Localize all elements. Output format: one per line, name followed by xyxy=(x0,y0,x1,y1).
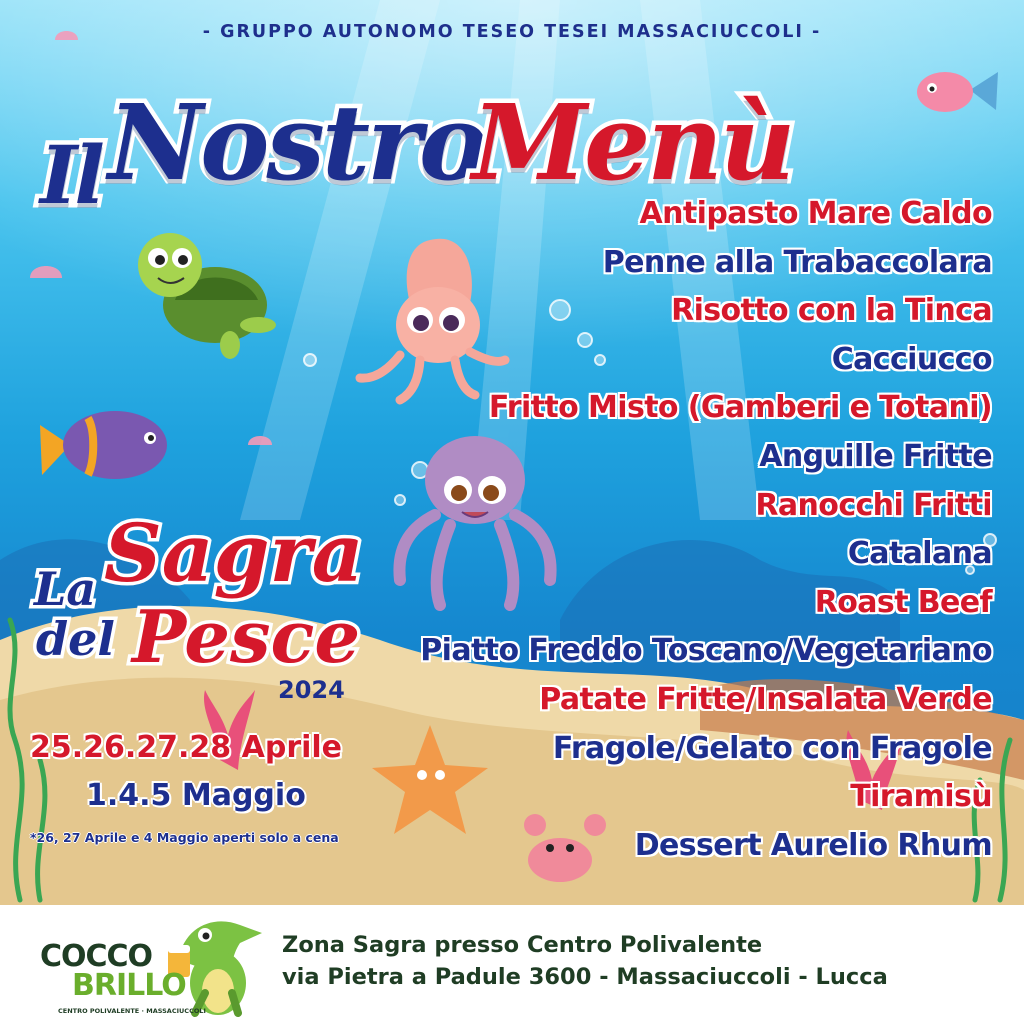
title-menu: Menù xyxy=(472,81,793,204)
tropical-fish-icon xyxy=(40,411,167,479)
menu-item: Penne alla Trabaccolara xyxy=(602,244,992,280)
menu-item: Piatto Freddo Toscano/Vegetariano xyxy=(420,633,992,669)
venue-address: via Pietra a Padule 3600 - Massaciuccoli - Lucca xyxy=(282,964,888,990)
event-title-pesce: Pesce xyxy=(132,594,361,679)
menu-item: Risotto con la Tinca xyxy=(671,293,992,329)
pink-fish-icon xyxy=(917,72,998,112)
logo-caption: CENTRO POLIVALENTE · MASSACIUCCOLI xyxy=(58,1007,206,1015)
event-title-del: del xyxy=(36,612,115,666)
menu-item: Patate Fritte/Insalata Verde xyxy=(539,681,992,717)
event-title-la: La xyxy=(34,562,97,616)
event-year: 2024 xyxy=(278,676,345,704)
event-title-sagra: Sagra xyxy=(104,506,364,600)
menu-item: Ranocchi Fritti xyxy=(755,487,992,523)
dates-may: 1.4.5 Maggio xyxy=(86,778,306,813)
logo-word-cocco: COCCO xyxy=(40,939,153,974)
menu-item: Tiramisù xyxy=(850,779,992,815)
menu-item: Antipasto Mare Caldo xyxy=(639,196,992,231)
menu-item: Fritto Misto (Gamberi e Totani) xyxy=(488,390,992,426)
organizer-name: - GRUPPO AUTONOMO TESEO TESEI MASSACIUCCOLI - xyxy=(202,22,822,42)
dates-note: *26, 27 Aprile e 4 Maggio aperti solo a cena xyxy=(30,830,339,845)
dates-april: 25.26.27.28 Aprile xyxy=(30,730,343,765)
menu-item: Fragole/Gelato con Fragole xyxy=(552,730,992,766)
menu-item: Dessert Aurelio Rhum xyxy=(634,827,992,863)
logo-word-brillo: BRILLO xyxy=(72,968,186,1003)
venue-name: Zona Sagra presso Centro Polivalente xyxy=(282,932,763,958)
menu-item: Anguille Fritte xyxy=(759,438,992,474)
menu-item: Catalana xyxy=(847,536,992,572)
menu-list xyxy=(292,190,992,870)
title-nostro: Nostro xyxy=(108,81,486,204)
turtle-icon xyxy=(138,233,276,359)
title-article: Il xyxy=(40,128,102,222)
menu-item: Roast Beef xyxy=(814,584,992,620)
menu-item: Cacciucco xyxy=(831,341,992,377)
